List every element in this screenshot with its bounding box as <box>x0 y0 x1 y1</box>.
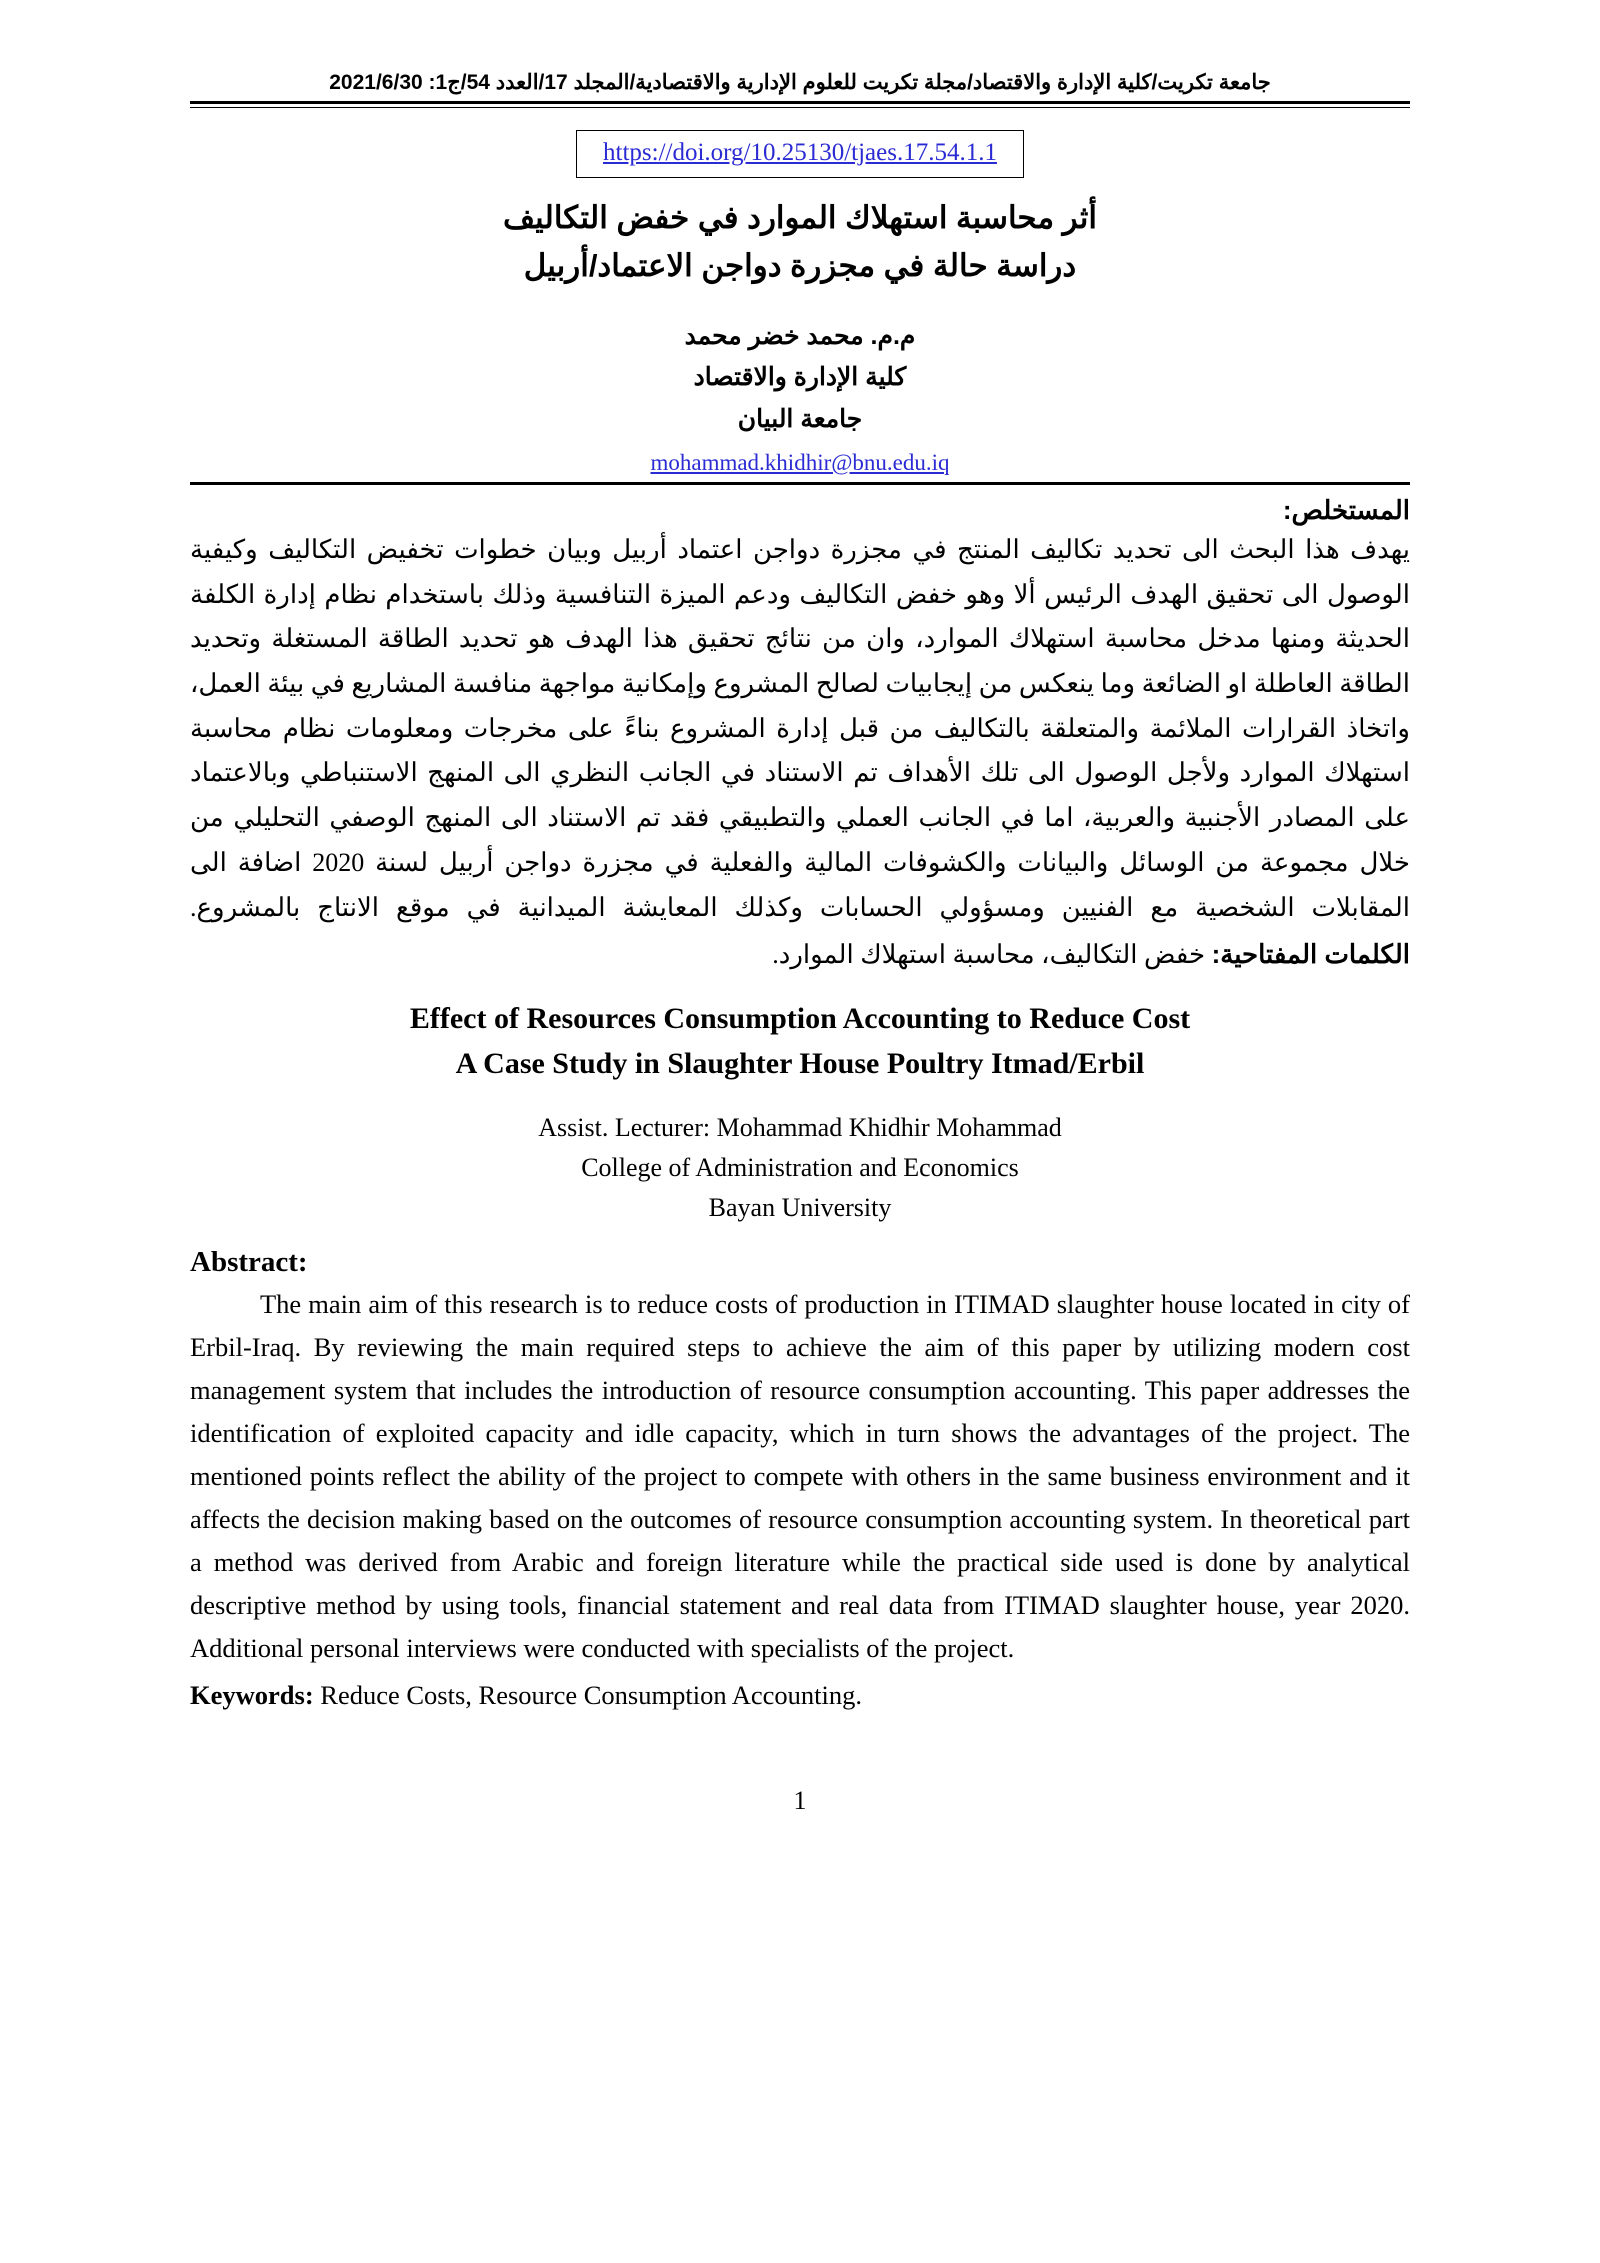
doi-box <box>576 130 1024 178</box>
english-abstract-label: Abstract: <box>190 1246 308 1279</box>
english-author-block <box>190 1108 1410 1229</box>
arabic-author-block <box>190 316 1410 440</box>
arabic-keywords-label: الكلمات المفتاحية: <box>1211 939 1410 970</box>
arabic-affiliation-university: جامعة البيان <box>737 404 863 433</box>
english-affiliation-university: Bayan University <box>708 1193 892 1223</box>
english-author-name: Assist. Lecturer: Mohammad Khidhir Mohammad <box>538 1112 1062 1142</box>
english-abstract-text: The main aim of this research is to reduce costs of production in ITIMAD slaughter house located in city of Erbil-Iraq. By reviewing the main required steps to achieve the aim of this paper by utilizing modern cost management system that includes the introduction of resource consumption accounting. This paper addresses the identification of exploited capacity and idle capacity, which in turn shows the advantages of the project. The mentioned points reflect the ability of the project to compete with others in the same business environment and it affects the decision making based on the outcomes of resource consumption accounting system. In theoretical part a method was derived from Arabic and foreign literature while the practical side used is done by analytical descriptive method by using tools, financial statement and real data from ITIMAD slaughter house, year 2020. Additional personal interviews were conducted with specialists of the project. <box>190 1289 1410 1663</box>
doi-container <box>190 130 1410 178</box>
arabic-abstract-label: المستخلص: <box>1282 494 1410 525</box>
arabic-title-line-1: أثر محاسبة استهلاك الموارد في خفض التكاليف <box>502 200 1098 235</box>
arabic-keywords <box>190 932 1410 977</box>
author-email-line <box>190 450 1410 476</box>
arabic-title-line-2: دراسة حالة في مجزرة دواجن الاعتماد/أربيل <box>523 248 1077 284</box>
english-keywords-text: Reduce Costs, Resource Consumption Accounting. <box>320 1679 863 1710</box>
doi-link[interactable]: https://doi.org/10.25130/tjaes.17.54.1.1 <box>603 139 997 166</box>
arabic-keywords-text: خفض التكاليف، محاسبة استهلاك الموارد. <box>772 940 1206 970</box>
english-keywords <box>190 1674 1410 1716</box>
english-title-line-1: Effect of Resources Consumption Accounting to Reduce Cost <box>409 1001 1191 1035</box>
page-number: 1 <box>793 1786 807 1816</box>
arabic-affiliation-college: كلية الإدارة والاقتصاد <box>693 363 907 392</box>
english-affiliation-college: College of Administration and Economics <box>581 1152 1019 1182</box>
arabic-author-name: م.م. محمد خضر محمد <box>684 322 916 351</box>
english-title-line-2: A Case Study in Slaughter House Poultry Itmad/Erbil <box>455 1046 1145 1080</box>
arabic-title <box>190 194 1410 290</box>
english-title <box>190 996 1410 1086</box>
arabic-abstract-text: يهدف هذا البحث الى تحديد تكاليف المنتج في مجزرة دواجن اعتماد أربيل وبيان خطوات تخفيض التكاليف وكيفية الوصول الى تحقيق الهدف الرئيس ألا وهو خفض التكاليف ودعم الميزة التنافسية وذلك باستخدام نظام إدارة الكلفة الحديثة ومنها مدخل محاسبة استهلاك الموارد، وان من نتائج تحقيق هذا الهدف هو تحديد الطاقة المستغلة وتحديد الطاقة العاطلة او الضائعة وما ينعكس من إيجابيات لصالح المشروع وإمكانية مواجهة منافسة المشاريع في بيئة العمل، واتخاذ القرارات الملائمة والمتعلقة بالتكاليف من قبل إدارة المشروع بناءً على مخرجات ومعلومات نظام محاسبة استهلاك الموارد ولأجل الوصول الى تلك الأهداف تم الاستناد في الجانب النظري الى المنهج الاستنباطي وبالاعتماد على المصادر الأجنبية والعربية، اما في الجانب العملي والتطبيقي فقد تم الاستناد الى المنهج الوصفي التحليلي من خلال مجموعة من الوسائل والبيانات والكشوفات المالية والفعلية في مجزرة دواجن أربيل لسنة 2020 اضافة الى المقابلات الشخصية مع الفنيين ومسؤولي الحسابات وكذلك المعايشة الميدانية في موقع الانتاج بالمشروع. <box>190 534 1410 922</box>
english-keywords-label: Keywords: <box>190 1679 314 1710</box>
author-email-link[interactable]: mohammad.khidhir@bnu.edu.iq <box>650 449 950 475</box>
abstract-divider <box>190 482 1410 485</box>
header-divider <box>190 101 1410 108</box>
journal-header: جامعة تكريت/كلية الإدارة والاقتصاد/مجلة تكريت للعلوم الإدارية والاقتصادية/المجلد 17/العدد 54/ج1: 2021/6/30 <box>329 71 1271 94</box>
